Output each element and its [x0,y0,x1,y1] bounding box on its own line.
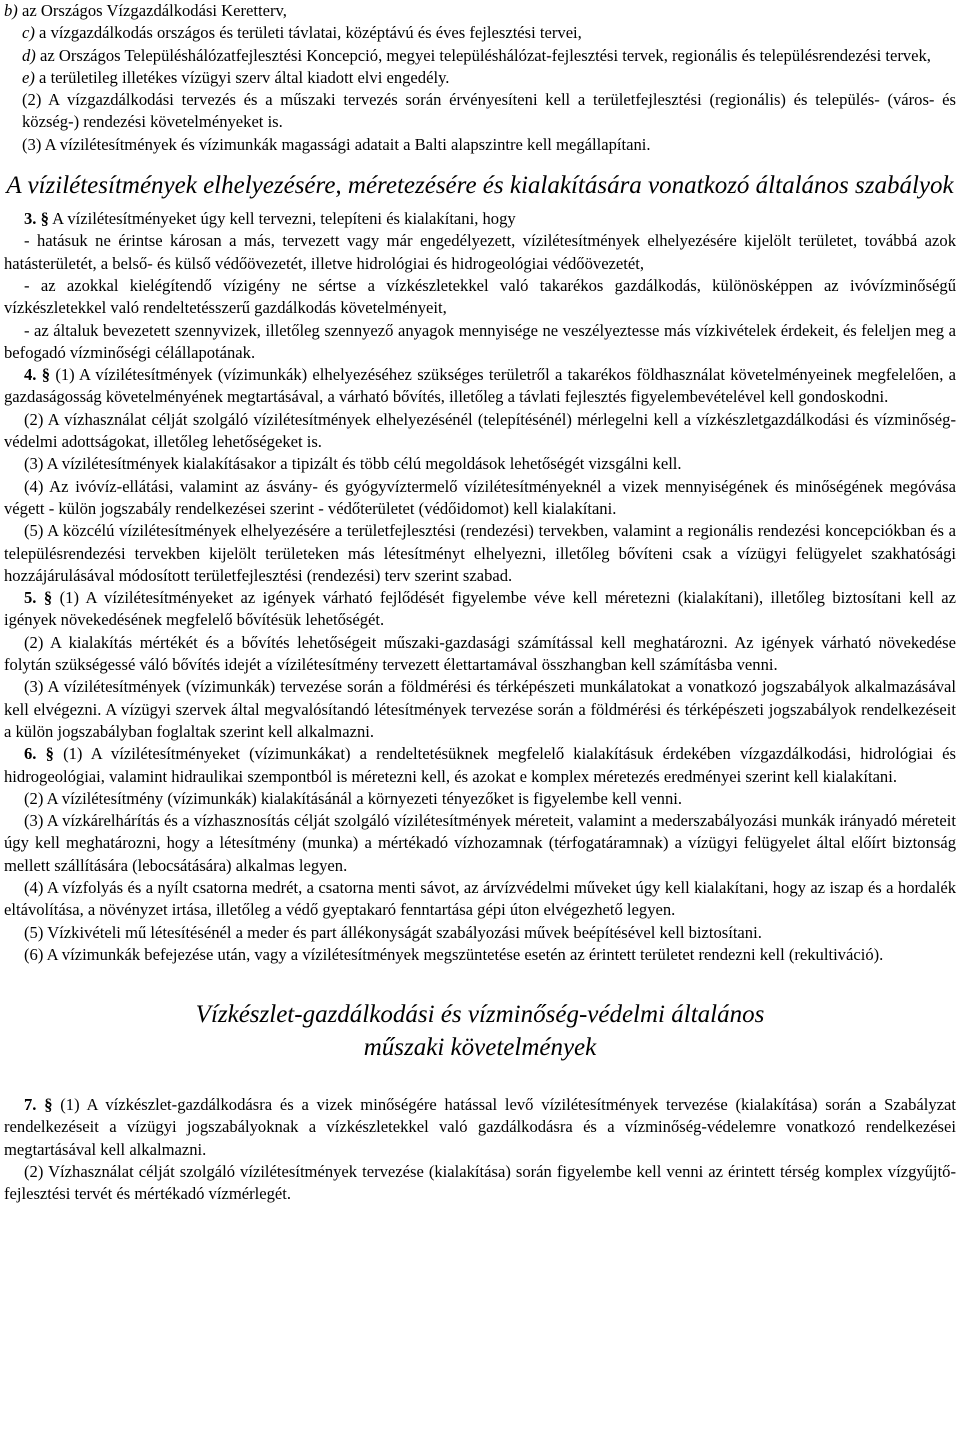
section-text: (1) A vízilétesítményeket (vízimunkákat) a rendeltetésüknek megfelelő kialakításuk érdekében vízgazdálkodási, hidrológiai és hidrogeológiai, valamint hidraulikai szempontból is méretezni kell, és azokat e komplex méretezés eredményei szerint kell kialakítani. [4,744,956,786]
section-3-bullet-2: - az azokkal kielégítendő vízigény ne sértse a vízkészletekkel való takarékos gazdálkodás, különösképpen az ivóvízminőségű vízkészletekkel való rendeltetésszerű gazdálkodás követelményeit, [4,275,956,318]
section-number: 5. § [24,588,53,608]
section-text: (1) A vízkészlet-gazdálkodásra és a vizek minőségére hatással levő vízilétesítmények tervezése (kialakítása) során a Szabályzat rendelkezéseit a vízügyi jogszabályoknak a vízkészletekkel való gazdálkodásra és a vízminőség-védelemre vonatkozó rendelkezései megtartásával kell alkalmazni. [4,1095,956,1159]
section-number: 3. § [24,209,49,229]
section-text: A vízilétesítményeket úgy kell tervezni, telepíteni és kialakítani, hogy [48,209,516,229]
section-text: (1) A vízilétesítményeket az igények várható fejlődését figyelembe véve kell méretezni (kialakítani), illetőleg biztosítani kell az igények növekedésének megfelelő bővítésük lehetőségét. [4,588,957,630]
section-heading: A vízilétesítmények elhelyezésére, méretezésére és kialakítására vonatkozó általános szabályok [6,172,954,200]
section-3-bullet-1: - hatásuk ne érintse károsan a más, tervezett vagy már engedélyezett, vízilétesítmények elhelyezésére kijelölt területet, továbbá azok hatásterületét, a belső- és külső védőövezetét, illetve hidrológiai és hidrogeológiai védőövezetét, [4,231,956,273]
section-4-paragraph-1 [4,364,956,409]
section-6-paragraph-4: (4) A vízfolyás és a nyílt csatorna medrét, a csatorna menti sávot, az árvízvédelmi műveket úgy kell kialakítani, hogy az iszap és a hordalék eltávolítása, a növényzet irtása, illetőleg a védő gyeptakaró fenntartása gépi úton elvégezhető legyen. [4,877,956,920]
section-number: 6. § [24,744,54,764]
section-7-paragraph-2: (2) Vízhasználat célját szolgáló vízilétesítmények tervezése (kialakítása) során figyelembe kell venni az érintett térség komplex vízgyűjtő-fejlesztési tervét és mértékadó vízmérlegét. [4,1162,956,1204]
paragraph-2-3: (3) A vízilétesítmények és vízimunkák magassági adatait a Balti alapszintre kell megállapítani. [22,134,651,154]
paragraph-2-2: (2) A vízgazdálkodási tervezés és a műszaki tervezés során érvényesíteni kell a területfejlesztési (regionális) és település- (város- és község-) rendezési követelményeket is. [22,90,956,132]
item-label: d) [22,45,36,65]
item-label: e) [22,67,35,87]
section-heading: Vízkészlet-gazdálkodási és vízminőség-védelmi általános műszaki követelmények [195,1001,765,1062]
section-number: 7. § [24,1095,53,1115]
section-4-paragraph-4: (4) Az ivóvíz-ellátási, valamint az ásvány- és gyógyvíztermelő vízilétesítményeknél a vizek mennyiségének és minőségének megóvása végett - külön jogszabály rendelkezései szerint - védőterületet (védőidomot) kell kialakítani. [4,476,956,518]
section-5-paragraph-2: (2) A kialakítás mértékét és a bővítés lehetőségeit műszaki-gazdasági számítással kell meghatározni. Az igények várható növekedése folytán szükségessé váló bővítés idejét a vízilétesítmény tervezett élettartamával összhangban kell számításba venni. [4,632,956,675]
list-item-d [4,45,956,67]
section-3-bullet-3: - az általuk bevezetett szennyvizek, illetőleg szennyező anyagok mennyisége ne veszélyeztesse más vízkivételek érdekeit, és feleljen meg a befogadó vízminőségi célállapotának. [4,320,956,362]
item-label: b) [4,1,18,20]
section-4-paragraph-2: (2) A vízhasználat célját szolgáló vízilétesítmények elhelyezésénél (telepítésénél) mérlegelni kell a vízkészletgazdálkodási és vízminőség-védelmi adottságokat, illetőleg lehetőségeket is. [4,409,956,452]
item-text: az Országos Vízgazdálkodási Keretterv, [17,1,287,20]
list-item-e [4,67,956,89]
section-6-paragraph-6: (6) A vízimunkák befejezése után, vagy a vízilétesítmények megszüntetése esetén az érintett területet rendezni kell (rekultiváció). [24,944,884,964]
section-5-paragraph-1 [4,587,956,632]
item-label: c) [22,23,35,43]
item-text: a vízgazdálkodás országos és területi távlatai, középtávú és éves fejlesztési tervei, [34,23,582,43]
section-6-paragraph-5: (5) Vízkivételi mű létesítésénél a meder és part állékonyságát szabályozási művek beépítésével kell biztosítani. [24,922,762,942]
section-number: 4. § [24,365,51,385]
section-4-paragraph-5: (5) A közcélú vízilétesítmények elhelyezésére a területfejlesztési (rendezési) tervekben, valamint a regionális rendezési koncepciókban és a településrendezési tervekben kijelölt területeken más létesítményt elhelyezni, illetőleg bővíteni csak a vízügyi felügyelet szakhatósági hozzájárulásával módosított területfejlesztési (rendezési) terv szerint szabad. [4,521,956,585]
section-3-intro [4,208,956,230]
item-text: az Országos Településhálózatfejlesztési Koncepció, megyei településhálózat-fejlesztési tervek, regionális és településrendezési tervek, [35,45,931,65]
section-6-paragraph-2: (2) A vízilétesítmény (vízimunkák) kialakításánál a környezeti tényezőket is figyelembe kell venni. [24,788,682,808]
section-7-paragraph-1 [4,1094,956,1161]
list-item-b [4,0,956,22]
list-item-c [4,22,956,44]
section-4-paragraph-3: (3) A vízilétesítmények kialakításakor a tipizált és több célú megoldások lehetőségét vizsgálni kell. [24,454,682,474]
section-6-paragraph-1 [4,743,956,788]
section-text: (1) A vízilétesítmények (vízimunkák) elhelyezéséhez szükséges területről a takarékos földhasználat követelményeinek megfelelően, a gazdaságosság követelményének megtartásával, a várható bővítés, illetőleg a távlati fejlesztés figyelembevételével kell gondoskodni. [4,365,956,407]
section-5-paragraph-3: (3) A vízilétesítmények (vízimunkák) tervezése során a földmérési és térképészeti munkálatokat a vonatkozó jogszabályok alkalmazásával kell elvégezni. A vízügyi szervek által megvalósítandó létesítmények tervezése során a földmérési és térképészeti jogszabályok rendelkezéseit a külön jogszabályban foglaltak szerint kell alkalmazni. [4,677,956,741]
section-6-paragraph-3: (3) A vízkárelhárítás és a vízhasznosítás célját szolgáló vízilétesítmények méreteit, valamint a mederszabályozási munkák irányadó méreteit úgy kell meghatározni, hogy a létesítmény (munka) a mértékadó vízhozamnak (térfogatáramnak) a vízügyi felügyelet által előírt biztonság mellett szállítására (lebocsátására) alkalmas legyen. [4,811,956,875]
item-text: a területileg illetékes vízügyi szerv által kiadott elvi engedély. [34,67,450,87]
